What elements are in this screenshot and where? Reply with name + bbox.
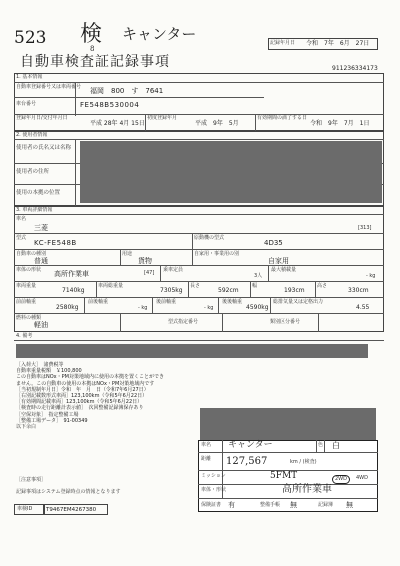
note-line: ［有効期間記載車両］123,100km（令和5年6月22日） xyxy=(16,399,143,406)
stamp-color-value: 白 xyxy=(332,441,340,450)
user-address-label: 使用者の住所 xyxy=(16,169,50,175)
rear-rear-label: 後後軸重 xyxy=(222,299,243,305)
expiry-label: 有効期間の満了する日 xyxy=(257,115,308,121)
stamp-mission-value: 5FMT xyxy=(270,471,298,481)
maker-code: [313] xyxy=(358,225,372,231)
note-line: この自動車はNOx・PM対策地域内に使用の本拠を置くことができ xyxy=(16,374,164,381)
first-reg-value: 平成 28年 4月 15日 xyxy=(90,120,145,127)
stamp-warranty-value: 無 xyxy=(290,501,297,509)
drive-2wd: 2WD xyxy=(332,475,350,484)
stamp-keys-value: 無 xyxy=(346,501,353,509)
weight-value: 7140kg xyxy=(62,287,85,294)
section3-heading: 3. 車両詳細情報 xyxy=(16,207,53,213)
id-label: 車検ID xyxy=(17,506,33,512)
front-rear-value: - kg xyxy=(138,305,148,311)
handwritten-number: 523 xyxy=(14,28,47,48)
note-line: ［右別記載数形式車両］123,100km（令和5年6月22日） xyxy=(16,393,148,400)
notice-text: 記録事項はシステム登録時点の情報となります xyxy=(16,489,121,495)
stamp-insurance-value: 有 xyxy=(228,501,235,509)
rear-front-label: 後前軸重 xyxy=(156,299,177,305)
reg-value: 福岡 800 す 7641 xyxy=(90,87,164,95)
note-line: ません。この自動車の使用の本拠はNOx・PM対策地域内です xyxy=(16,380,155,387)
stamp-mileage-value: 127,567 xyxy=(226,456,268,467)
note-line: ［当初規制年月日］令和 年 月 日（令和7年6月27日） xyxy=(16,386,149,393)
displacement-value: 4.55 xyxy=(356,304,370,311)
width-value: 193cm xyxy=(284,287,305,294)
front-rear-label: 前後軸重 xyxy=(88,299,109,305)
weight-label: 車両重量 xyxy=(16,283,37,289)
capacity-value: 3人 xyxy=(254,273,263,279)
body-label: 車体の形状 xyxy=(16,267,42,273)
note-line: ［空保対象］ 指定整備工場 xyxy=(16,411,79,418)
chassis-label: 車台番号 xyxy=(16,101,37,107)
id-value: T9467EM4267380 xyxy=(46,507,97,513)
gross-value: 7305kg xyxy=(160,287,183,294)
use-label: 用途 xyxy=(122,251,133,257)
stamp-mileage-label: 距離 xyxy=(201,456,212,462)
front-axle-label: 前前軸重 xyxy=(16,299,37,305)
private-value: 自家用 xyxy=(268,257,289,265)
user-name-label: 使用者の氏名又は名称 xyxy=(16,145,72,151)
fuel-label: 燃料の種類 xyxy=(16,315,42,321)
private-label: 自家用・事業用の別 xyxy=(194,251,240,257)
capacity-label: 乗車定員 xyxy=(163,267,184,273)
rear-rear-value: 4590kg xyxy=(246,304,269,311)
stamp-insurance-label: 保険証書 xyxy=(201,502,222,508)
width-label: 幅 xyxy=(252,283,258,289)
spec-label: 型式指定番号 xyxy=(168,319,199,325)
rear-front-value: - kg xyxy=(204,305,214,311)
page-title: 自動車検査証記録事項 xyxy=(20,54,170,70)
note-line: ［整備工場データ］ 91-00349 xyxy=(16,417,88,424)
maxload-value: - kg xyxy=(366,273,376,279)
model-label: 型式 xyxy=(16,235,27,241)
displacement-label: 総排気量又は定格出力 xyxy=(273,299,324,305)
redacted-user-info xyxy=(80,141,382,203)
note-line: ［入荷大］ 諸費税等 xyxy=(16,362,64,368)
section4-heading: 4. 備考 xyxy=(16,333,33,339)
length-label: 長さ xyxy=(190,283,201,289)
expiry-value: 令和 9年 7月 1日 xyxy=(310,120,370,127)
body-code: [47] xyxy=(144,270,155,276)
handwritten-small: 8 xyxy=(90,45,95,53)
front-axle-value: 2580kg xyxy=(56,304,79,311)
base-label: 使用の本拠の位置 xyxy=(16,190,61,196)
stamp-keys-label: 記録簿 xyxy=(318,502,334,508)
stamp-body-label: 車体・形状 xyxy=(201,487,227,493)
height-value: 330cm xyxy=(348,287,369,294)
gross-label: 車両総重量 xyxy=(98,283,124,289)
length-value: 592cm xyxy=(218,287,239,294)
note-line: 以下余白 xyxy=(16,424,37,431)
body-value: 高所作業車 xyxy=(54,270,89,278)
engine-value: 4D35 xyxy=(264,239,283,247)
reg-label: 自動車登録番号又は車両番号 xyxy=(16,84,82,90)
drive-4wd: 4WD xyxy=(356,475,368,481)
initial-label: 初度登録年月 xyxy=(147,115,178,121)
stamp-color-label: 色 xyxy=(318,442,324,448)
stamp-name-value: キャンター xyxy=(228,440,273,450)
issue-date: 令和 7年 6月 27日 xyxy=(306,40,370,47)
redacted-remarks xyxy=(16,344,368,358)
model-value: KC-FE548B xyxy=(34,239,77,247)
kind-value: 普通 xyxy=(34,257,48,265)
stamp-body-value: 高所作業車 xyxy=(282,484,332,495)
first-reg-label: 登録年月日/交付年月日 xyxy=(16,115,68,121)
kind-label: 自動車の種別 xyxy=(16,251,47,257)
handwritten-kanji: 検 xyxy=(80,22,103,47)
height-label: 高さ xyxy=(317,283,328,289)
section1-heading: 1. 基本情報 xyxy=(16,74,43,80)
stamp-mileage-unit: km / (検査) xyxy=(290,459,317,465)
issue-date-label: 記録年月日 xyxy=(270,40,296,46)
note-line: ［検査時の走行距離計表示値］ 次回整備記録簿保存あり xyxy=(16,405,144,412)
maxload-label: 最大積載量 xyxy=(271,267,297,273)
class-label: 類別区分番号 xyxy=(270,319,301,325)
handwritten-name: キャンター xyxy=(122,25,197,43)
note-line: 自動車重量税額 ￥100,800 xyxy=(16,368,82,375)
maker-value: 三菱 xyxy=(34,224,48,232)
stamp-warranty-label: 整備手帳 xyxy=(260,502,281,508)
use-value: 貨物 xyxy=(138,257,152,265)
notice-heading: ［注意事項］ xyxy=(16,477,47,483)
doc-number: 911236334173 xyxy=(332,65,378,72)
redacted-block xyxy=(200,408,376,440)
maker-label: 車名 xyxy=(16,216,27,222)
chassis-value: FE548B530004 xyxy=(80,101,140,109)
stamp-mission-label: ミッション xyxy=(201,473,226,479)
initial-value: 平成 9年 5月 xyxy=(195,120,239,127)
engine-label: 原動機の型式 xyxy=(194,235,225,241)
notes-block xyxy=(16,362,226,430)
section2-heading: 2. 使用者情報 xyxy=(16,132,48,138)
fuel-value: 軽油 xyxy=(34,321,48,329)
stamp-name-label: 車名 xyxy=(201,442,212,448)
